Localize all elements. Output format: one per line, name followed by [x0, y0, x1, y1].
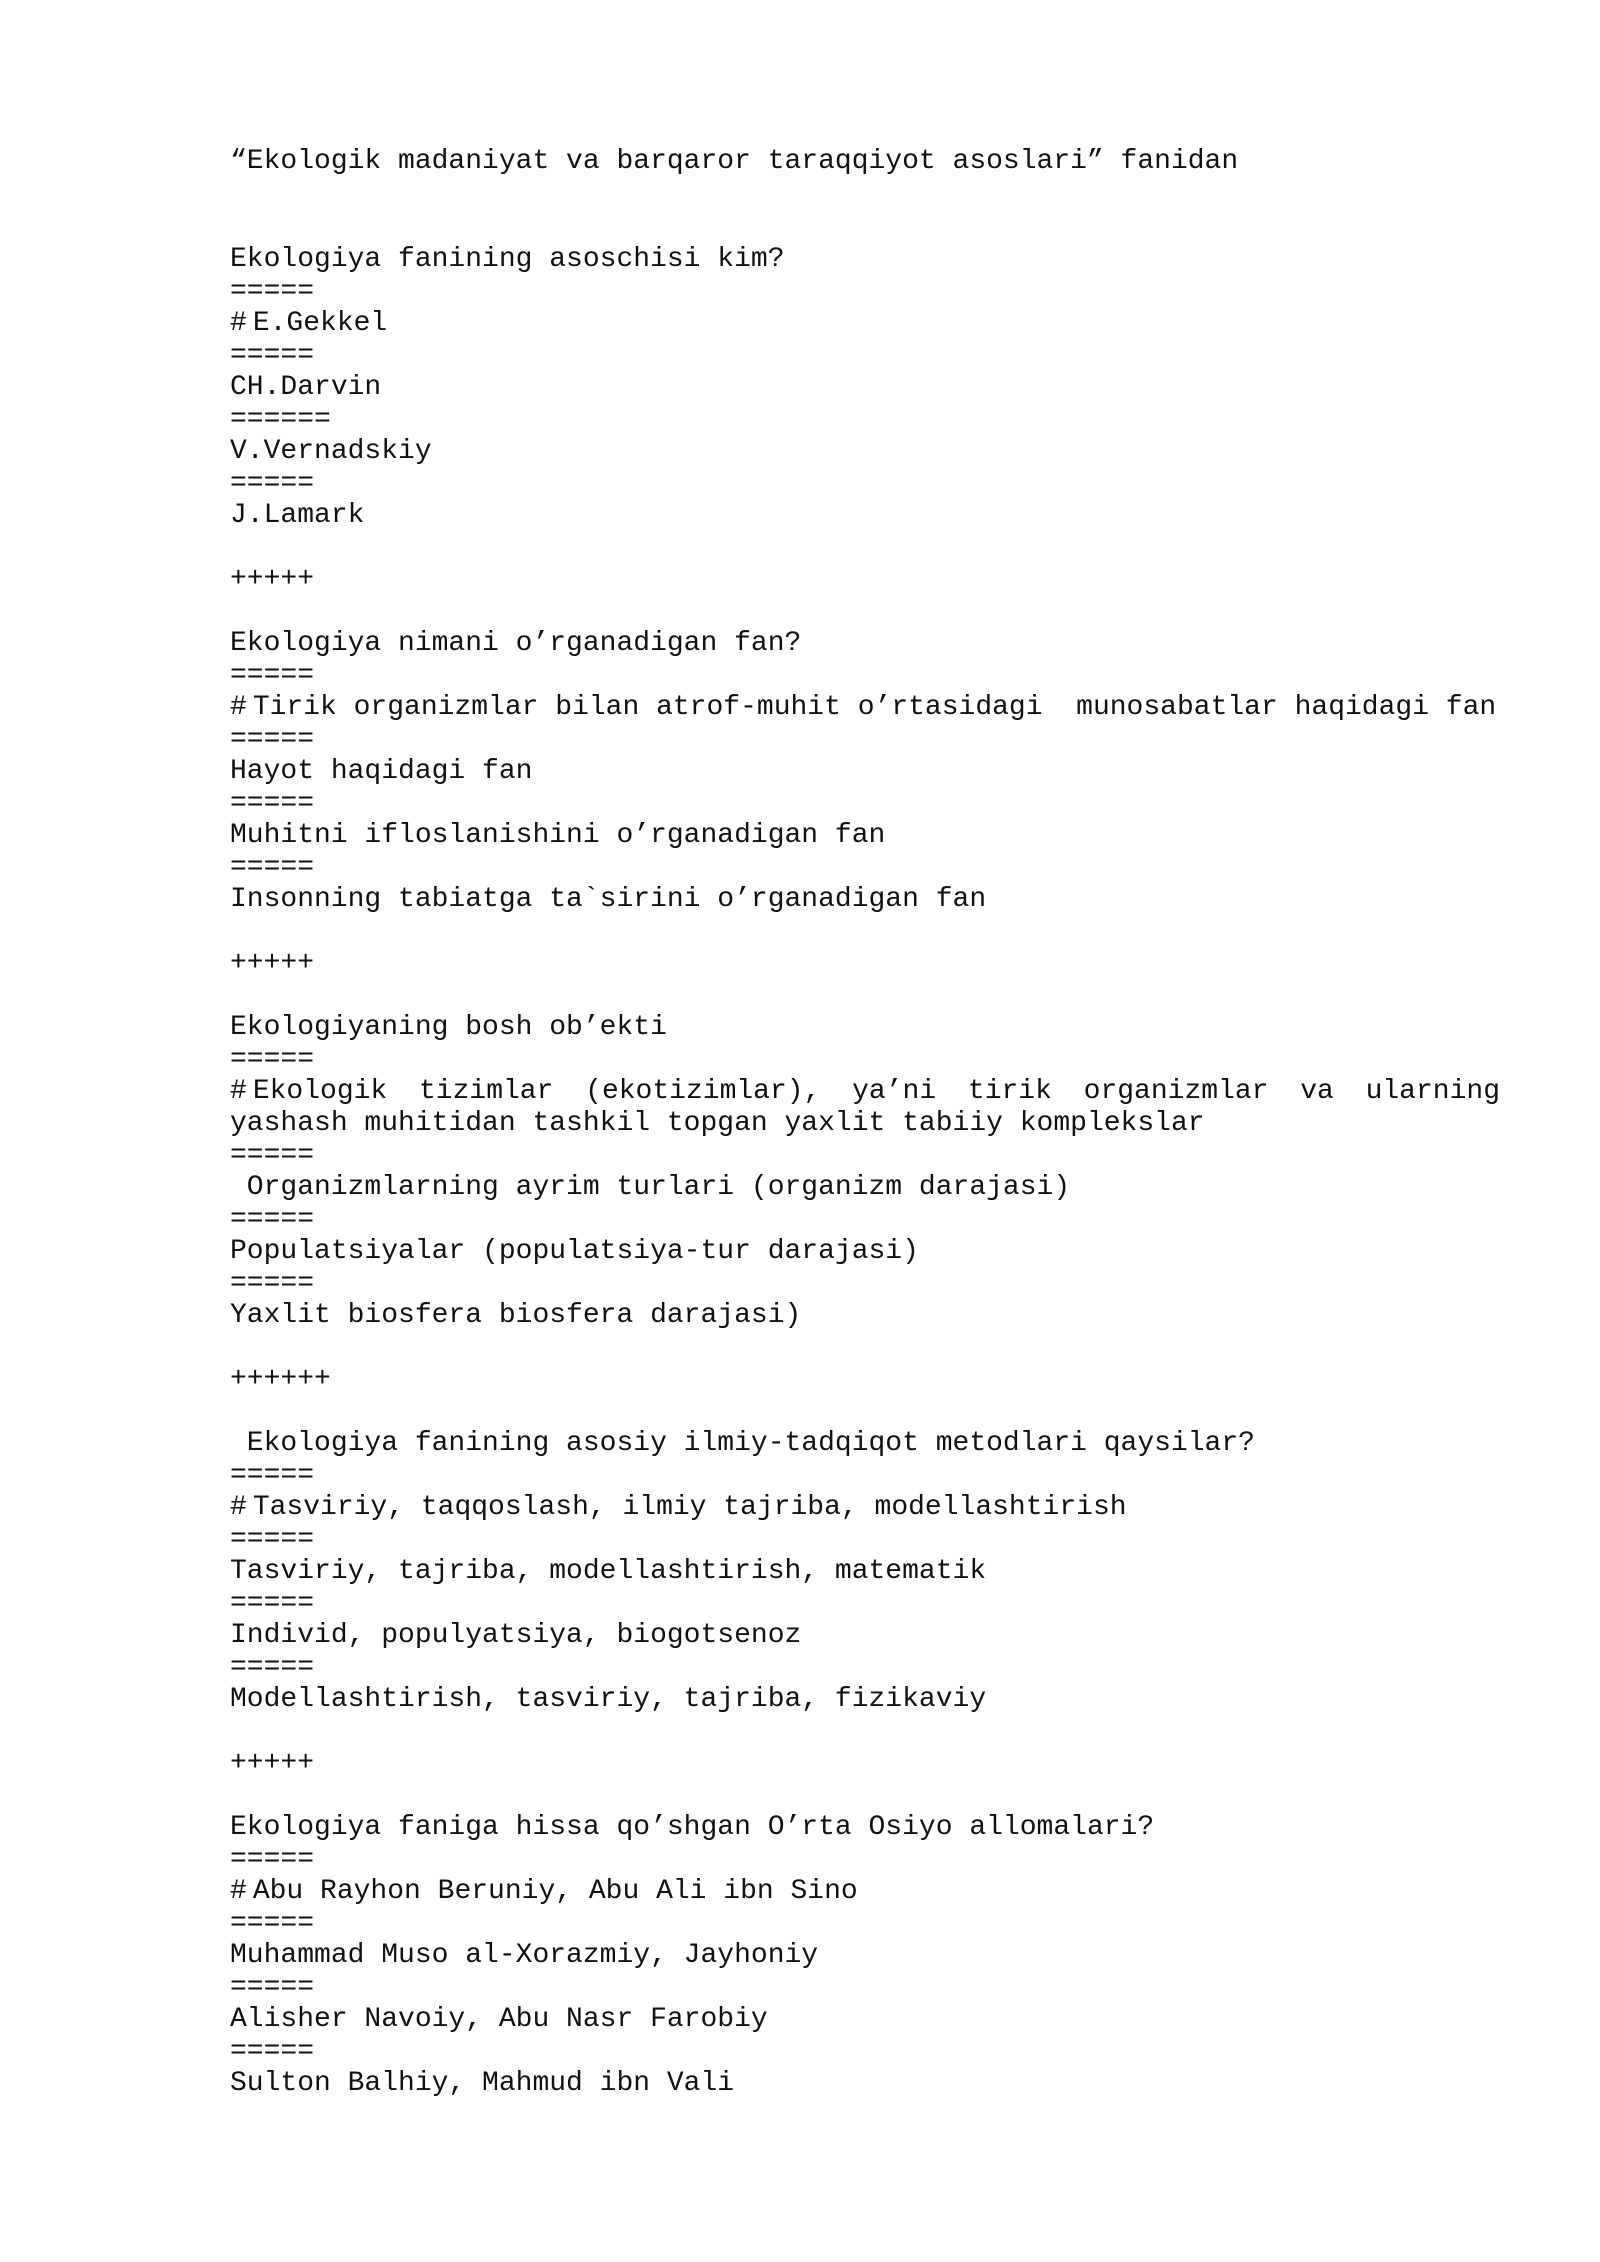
option-separator: ===== — [230, 1908, 315, 1939]
option-separator: ===== — [230, 276, 315, 307]
answer-option — [230, 692, 1500, 724]
correct-mark: # — [230, 1876, 247, 1907]
answer-text: Muhitni ifloslanishini o’rganadigan fan — [230, 820, 886, 851]
question-text: Ekologiya faniga hissa qo’shgan O’rta Osiyo allomalari? — [230, 1812, 1155, 1843]
answer-option — [230, 884, 1500, 916]
option-separator: ===== — [230, 340, 315, 371]
answer-option — [230, 1300, 1500, 1332]
answer-option — [230, 1684, 1500, 1716]
answer-text: Sulton Balhiy, Mahmud ibn Vali — [230, 2068, 735, 2099]
answer-option — [230, 820, 1500, 852]
answer-option — [230, 1940, 1500, 1972]
question-text: Ekologiyaning bosh ob’ekti — [230, 1012, 667, 1043]
answer-option — [230, 1172, 1500, 1204]
question-text: Ekologiya fanining asoschisi kim? — [230, 244, 785, 275]
answer-text: Tasviriy, tajriba, modellashtirish, matematik — [230, 1556, 987, 1587]
answer-text: E.Gekkel — [252, 308, 388, 339]
answer-text: Hayot haqidagi fan — [230, 756, 533, 787]
question-end-marker: +++++ — [230, 1748, 315, 1779]
question-end-marker: +++++ — [230, 948, 315, 979]
option-separator: ===== — [230, 660, 315, 691]
correct-mark: # — [230, 308, 247, 339]
option-separator: ===== — [230, 468, 315, 499]
correct-mark: # — [230, 1492, 247, 1523]
answer-text: Muhammad Muso al-Xorazmiy, Jayhoniy — [230, 1940, 819, 1971]
answer-text: Individ, populyatsiya, biogotsenoz — [230, 1620, 802, 1651]
question-block — [230, 1428, 1500, 1812]
answer-text: Organizmlarning ayrim turlari (organizm darajasi) — [230, 1172, 1071, 1203]
question-block — [230, 1812, 1500, 2100]
question-block — [230, 244, 1500, 628]
answer-text: Modellashtirish, tasviriy, tajriba, fizikaviy — [230, 1684, 987, 1715]
answer-text: Tasviriy, taqqoslash, ilmiy tajriba, modellashtirish — [252, 1492, 1127, 1523]
answer-option — [230, 372, 1500, 404]
answer-text: Yaxlit biosfera biosfera darajasi) — [230, 1300, 802, 1331]
document-content — [230, 146, 1500, 2100]
answer-text: Abu Rayhon Beruniy, Abu Ali ibn Sino — [252, 1876, 858, 1907]
option-separator: ===== — [230, 1044, 315, 1075]
question-end-marker: ++++++ — [230, 1364, 331, 1395]
answer-option — [230, 1492, 1500, 1524]
answer-text: Ekologik tizimlar (ekotizimlar), ya’ni tirik organizmlar va ularning yashash muhitidan tashkil topgan yaxlit tabiiy komplekslar — [230, 1076, 1500, 1139]
option-separator: ===== — [230, 788, 315, 819]
option-separator: ===== — [230, 1204, 315, 1235]
option-separator: ===== — [230, 852, 315, 883]
option-separator: ===== — [230, 1972, 315, 2003]
option-separator: ===== — [230, 1268, 315, 1299]
document-title: “Ekologik madaniyat va barqaror taraqqiyot asoslari” fanidan — [230, 146, 1239, 177]
answer-option — [230, 1620, 1500, 1652]
answer-option — [230, 2068, 1500, 2100]
answer-text: V.Vernadskiy — [230, 436, 432, 467]
question-block — [230, 1012, 1500, 1428]
correct-mark: # — [230, 1076, 247, 1107]
answer-option — [230, 308, 1500, 340]
question-text: Ekologiya fanining asosiy ilmiy-tadqiqot metodlari qaysilar? — [230, 1428, 1255, 1459]
answer-text: Alisher Navoiy, Abu Nasr Farobiy — [230, 2004, 768, 2035]
question-end-marker: +++++ — [230, 564, 315, 595]
answer-option — [230, 1076, 1500, 1140]
answer-text: J.Lamark — [230, 500, 365, 531]
answer-option — [230, 1876, 1500, 1908]
correct-mark: # — [230, 692, 247, 723]
answer-option — [230, 436, 1500, 468]
answer-option — [230, 1556, 1500, 1588]
answer-text: CH.Darvin — [230, 372, 382, 403]
option-separator: ===== — [230, 1460, 315, 1491]
option-separator: ===== — [230, 1652, 315, 1683]
question-block — [230, 628, 1500, 1012]
option-separator: ====== — [230, 404, 331, 435]
option-separator: ===== — [230, 1524, 315, 1555]
option-separator: ===== — [230, 2036, 315, 2067]
answer-option — [230, 2004, 1500, 2036]
answer-text: Insonning tabiatga ta`sirini o’rganadigan fan — [230, 884, 987, 915]
option-separator: ===== — [230, 1588, 315, 1619]
option-separator: ===== — [230, 1844, 315, 1875]
answer-option — [230, 500, 1500, 532]
answer-option — [230, 756, 1500, 788]
option-separator: ===== — [230, 1140, 315, 1171]
answer-text: Populatsiyalar (populatsiya-tur darajasi) — [230, 1236, 919, 1267]
answer-option — [230, 1236, 1500, 1268]
question-text: Ekologiya nimani o’rganadigan fan? — [230, 628, 802, 659]
answer-text: Tirik organizmlar bilan atrof-muhit o’rtasidagi munosabatlar haqidagi fan — [252, 692, 1497, 723]
option-separator: ===== — [230, 724, 315, 755]
